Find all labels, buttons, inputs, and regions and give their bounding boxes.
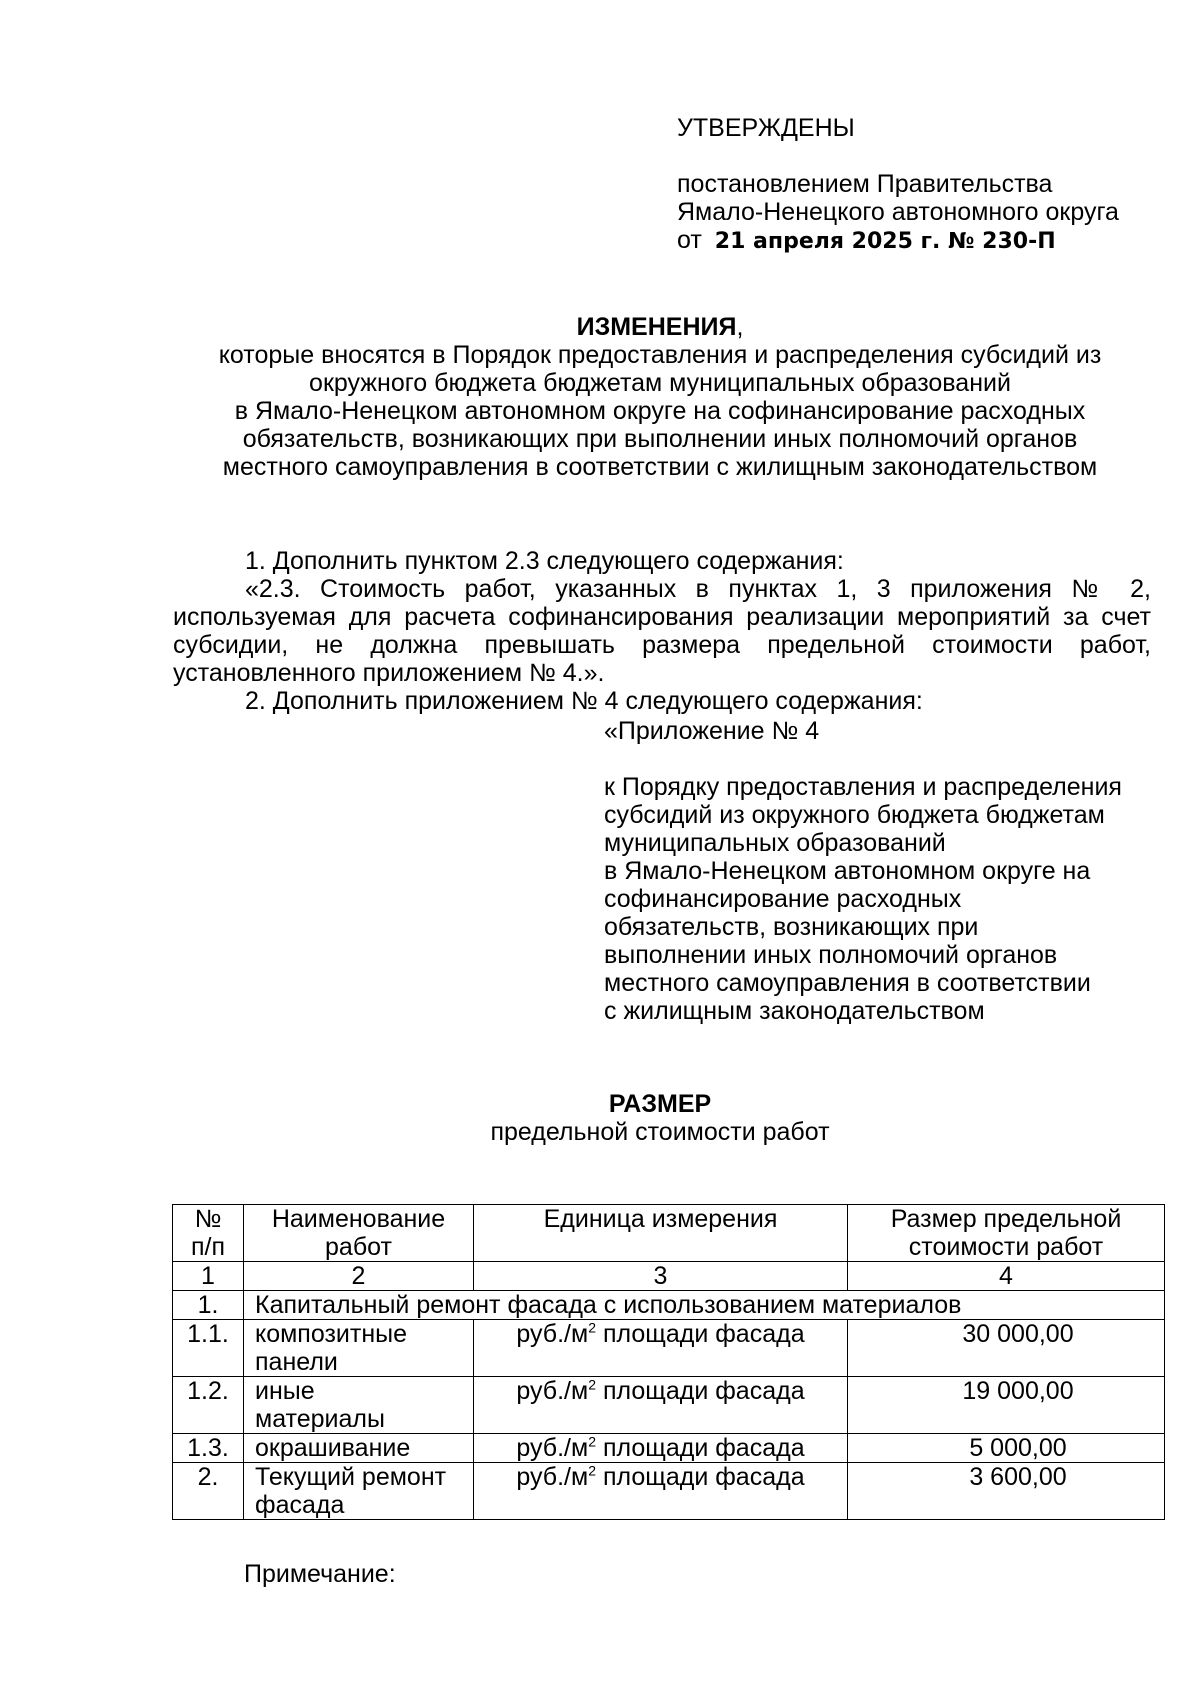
section-title: Капитальный ремонт фасада с использованием материалов — [244, 1291, 1165, 1320]
paragraph-2: «2.3. Стоимость работ, указанных в пунктах 1, 3 приложения № 2, используемая для расчета софинансирования реализации мероприятий за счет субсидии, не должна превышать размера предельной стоимости работ, установленного приложением № 4.». — [173, 575, 1151, 687]
approval-date — [677, 226, 1157, 256]
table-column-numbers-row — [173, 1262, 1165, 1291]
table-row — [173, 1434, 1165, 1463]
appendix-label: «Приложение № 4 — [604, 717, 820, 745]
appendix-line: с жилищным законодательством — [604, 997, 985, 1025]
appendix-line: к Порядку предоставления и распределения — [604, 773, 1122, 801]
appendix-block — [604, 717, 1164, 1025]
note-label: Примечание: — [244, 1560, 396, 1588]
appendix-line: выполнении иных полномочий органов — [604, 941, 1058, 969]
table-row — [173, 1463, 1165, 1520]
appendix-line: обязательств, возникающих при — [604, 913, 979, 941]
approval-block — [677, 114, 1157, 256]
cost-table — [172, 1204, 1165, 1520]
heading-title-suffix: , — [736, 313, 744, 341]
row-name: иные материалы — [244, 1377, 474, 1434]
row-unit: $руб./м^2$ площади фасада — [474, 1463, 848, 1520]
heading-line: обязательств, возникающих при выполнении иных полномочий органов — [242, 425, 1078, 453]
appendix-line: субсидий из окружного бюджета бюджетам — [604, 801, 1105, 829]
column-number: 3 — [474, 1262, 848, 1291]
row-name: окрашивание — [244, 1434, 474, 1463]
heading-line: которые вносятся в Порядок предоставления и распределения субсидий из — [218, 341, 1102, 369]
document-body — [173, 547, 1151, 715]
heading-line: в Ямало-Ненецком автономном округе на софинансирование расходных — [234, 397, 1086, 425]
row-value: 19 000,00 — [848, 1377, 1165, 1434]
header-cell-num: № п/п — [173, 1205, 244, 1262]
header-cell-size: Размер предельной стоимости работ — [848, 1205, 1165, 1262]
appendix-line: местного самоуправления в соответствии — [604, 969, 1091, 997]
table-subtitle: предельной стоимости работ — [490, 1118, 830, 1146]
row-number: 2. — [173, 1463, 244, 1520]
table-title-block — [170, 1090, 1150, 1146]
column-number: 4 — [848, 1262, 1165, 1291]
header-cell-name: Наименование работ — [244, 1205, 474, 1262]
row-value: 3 600,00 — [848, 1463, 1165, 1520]
table-row — [173, 1320, 1165, 1377]
table-section-row — [173, 1291, 1165, 1320]
table-title: РАЗМЕР — [608, 1090, 712, 1118]
table-row — [173, 1377, 1165, 1434]
column-number: 2 — [244, 1262, 474, 1291]
row-number: 1.1. — [173, 1320, 244, 1377]
approval-stamp: УТВЕРЖДЕНЫ — [677, 114, 855, 142]
appendix-line: муниципальных образований — [604, 829, 946, 857]
approval-line: Ямало-Ненецкого автономного округа — [677, 198, 1119, 226]
approval-line: постановлением Правительства — [677, 170, 1053, 198]
row-unit: $руб./м^2$ площади фасада — [474, 1434, 848, 1463]
row-number: 1.2. — [173, 1377, 244, 1434]
paragraph-3: 2. Дополнить приложением № 4 следующего содержания: — [245, 687, 923, 715]
row-value: 30 000,00 — [848, 1320, 1165, 1377]
heading-line: окружного бюджета бюджетам муниципальных образований — [309, 369, 1011, 397]
section-number: 1. — [173, 1291, 244, 1320]
paragraph-1: 1. Дополнить пунктом 2.3 следующего содержания: — [245, 547, 844, 575]
heading-title-line — [170, 313, 1150, 341]
heading-title: ИЗМЕНЕНИЯ — [576, 313, 737, 341]
row-unit: $руб./м^2$ площади фасада — [474, 1320, 848, 1377]
document-heading — [170, 313, 1150, 481]
table-header-row — [173, 1205, 1165, 1262]
column-number: 1 — [173, 1262, 244, 1291]
row-value: 5 000,00 — [848, 1434, 1165, 1463]
header-cell-unit: Единица измерения — [474, 1205, 848, 1262]
appendix-line: в Ямало-Ненецком автономном округе на — [604, 857, 1091, 885]
heading-line: местного самоуправления в соответствии с жилищным законодательством — [222, 453, 1098, 481]
row-name: Текущий ремонт фасада — [244, 1463, 474, 1520]
row-name: композитные панели — [244, 1320, 474, 1377]
row-number: 1.3. — [173, 1434, 244, 1463]
decree-number: 21 апреля 2025 г. № 230-П — [714, 229, 1056, 254]
date-prefix: от — [677, 226, 702, 254]
row-unit: $руб./м^2$ площади фасада — [474, 1377, 848, 1434]
appendix-line: софинансирование расходных — [604, 885, 962, 913]
